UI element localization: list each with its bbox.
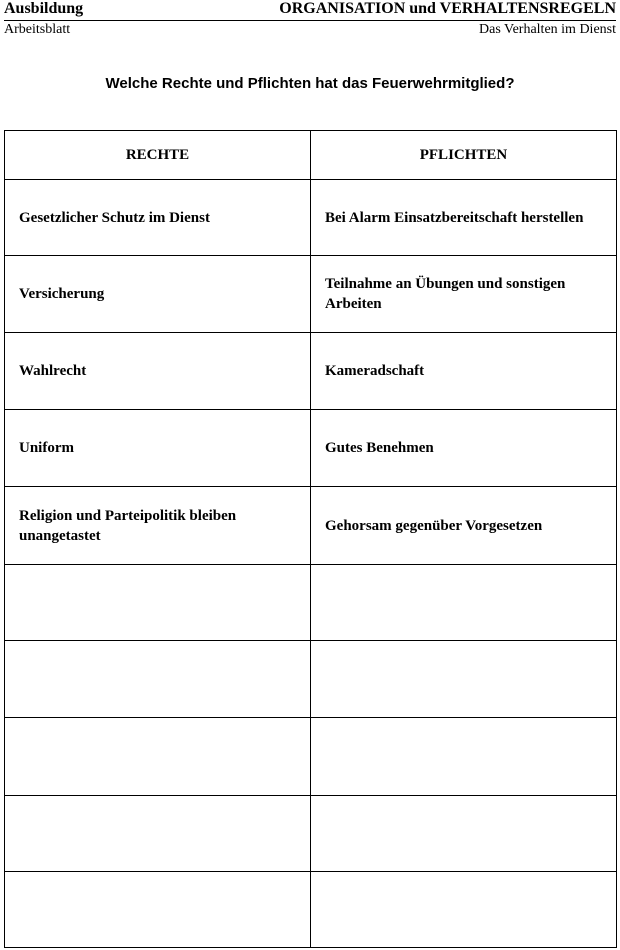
duties-cell: Gehorsam gegenüber Vorgesetzen [311,487,617,565]
rights-cell [5,641,311,718]
duties-cell [311,872,617,948]
rights-cell: Gesetzlicher Schutz im Dienst [5,180,311,256]
duties-cell: Kameradschaft [311,333,617,410]
header-title-left: Ausbildung [4,0,84,17]
rights-cell: Wahlrecht [5,333,311,410]
header-subtitle-right: Das Verhalten im Dienst [479,22,616,37]
rights-cell: Uniform [5,410,311,487]
duties-cell: Teilnahme an Übungen und sonstigen Arbeiten [311,256,617,333]
rights-cell [5,872,311,948]
header-rule [4,20,616,21]
table-row [5,796,617,872]
table-row [5,256,617,333]
rights-duties-table [4,130,617,948]
table-row [5,872,617,948]
table-row [5,641,617,718]
rights-cell: Versicherung [5,256,311,333]
table-row [5,565,617,641]
duties-cell [311,796,617,872]
header-subtitle-left: Arbeitsblatt [4,22,71,37]
header-title-right: ORGANISATION und VERHALTENSREGELN [279,0,616,17]
column-header-rights: RECHTE [5,131,311,180]
duties-cell [311,718,617,796]
worksheet-question: Welche Rechte und Pflichten hat das Feuerwehrmitglied? [105,75,515,92]
table-row [5,487,617,565]
rights-cell [5,718,311,796]
duties-cell: Gutes Benehmen [311,410,617,487]
column-header-duties: PFLICHTEN [311,131,617,180]
table-row [5,180,617,256]
rights-cell: Religion und Parteipolitik bleiben unangetastet [5,487,311,565]
table-header-row [5,131,617,180]
table-row [5,333,617,410]
duties-cell: Bei Alarm Einsatzbereitschaft herstellen [311,180,617,256]
table-row [5,410,617,487]
rights-cell [5,796,311,872]
rights-cell [5,565,311,641]
duties-cell [311,641,617,718]
duties-cell [311,565,617,641]
table-row [5,718,617,796]
